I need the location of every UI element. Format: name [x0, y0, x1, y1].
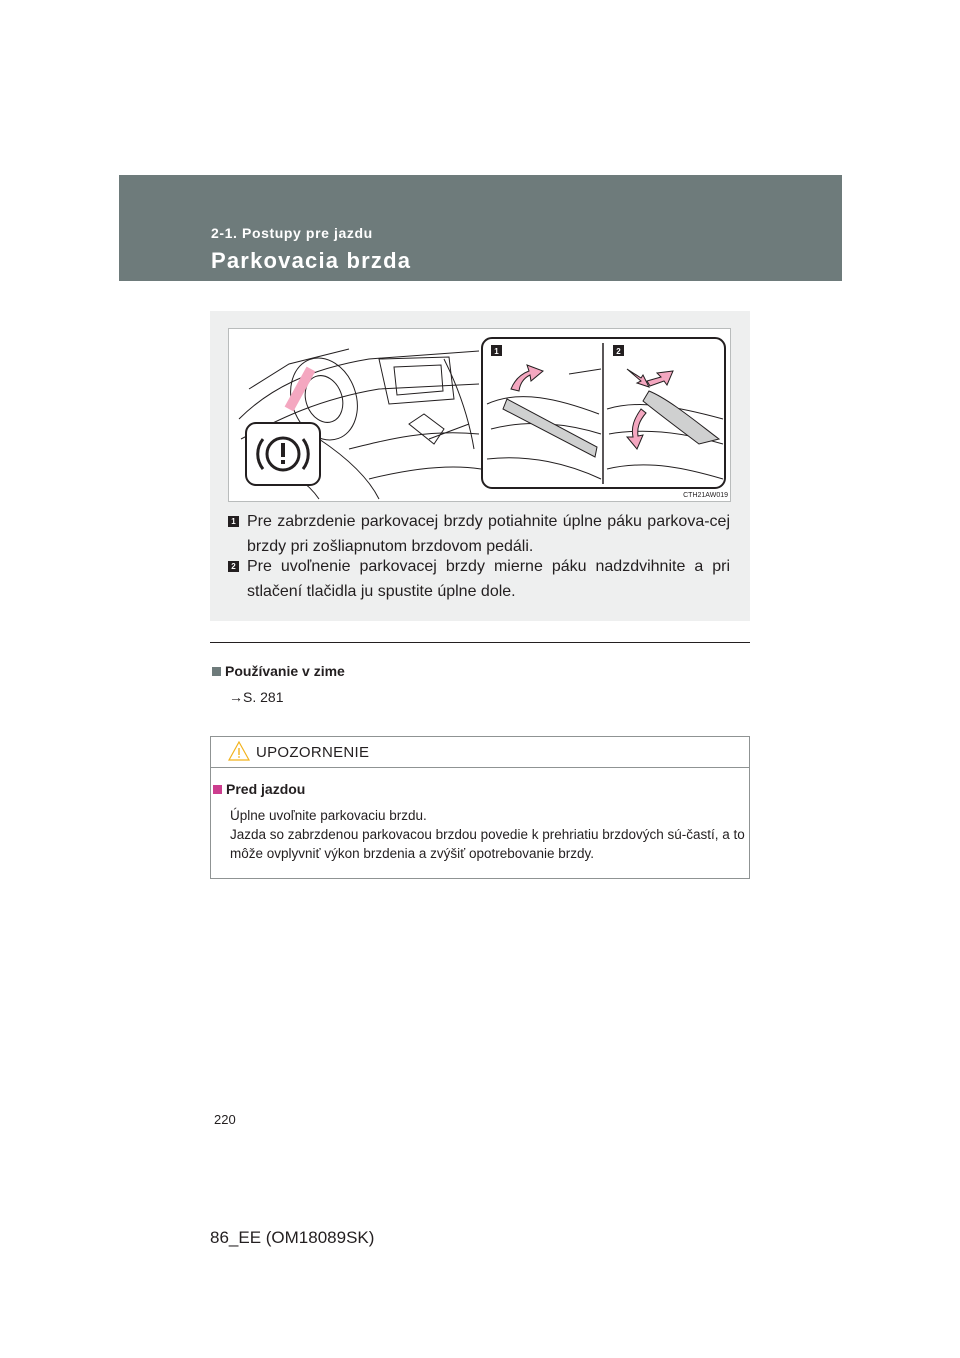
square-bullet-icon: [213, 785, 222, 794]
caution-subheading-text: Pred jazdou: [226, 781, 306, 797]
caution-title: UPOZORNENIE: [256, 744, 370, 761]
panel-1-label: 1: [494, 347, 499, 356]
warning-triangle-icon: [228, 741, 250, 761]
winter-heading-text: Používanie v zime: [225, 663, 345, 679]
page-header: [119, 175, 842, 281]
step-1-marker: 1: [228, 516, 239, 527]
caution-line: Úplne uvoľnite parkovaciu brzdu.: [230, 808, 427, 823]
winter-page-reference[interactable]: →S. 281: [229, 689, 284, 705]
figure-code: CTH21AW019: [683, 492, 728, 499]
illustration-drawing: [229, 329, 730, 501]
document-code: 86_EE (OM18089SK): [210, 1228, 375, 1247]
page-title: Parkovacia brzda: [211, 248, 412, 273]
square-bullet-icon: [212, 667, 221, 676]
caution-box: [210, 736, 750, 879]
section-divider: [210, 642, 750, 643]
caution-body: [230, 806, 746, 863]
step-1-text: Pre zabrzdenie parkovacej brzdy potiahnite úplne páku parkova-cej brzdy pri zošliapnutom brzdovom pedáli.: [247, 513, 730, 555]
step-2-text: Pre uvoľnenie parkovacej brzdy mierne páku nadzdvihnite a pri stlačení tlačidla ju spustite úplne dole.: [247, 558, 730, 600]
page-number: 220: [214, 1112, 236, 1127]
caution-line: Jazda so zabrzdenou parkovacou brzdou povedie k prehriatiu brzdových sú-častí, a to môže ovplyvniť výkon brzdenia a zvýšiť opotrebovanie brzdy.: [230, 827, 745, 861]
panel-2-label: 2: [616, 347, 621, 356]
caution-subheading: [213, 781, 305, 797]
step-2: [228, 554, 730, 604]
parking-brake-illustration: [228, 328, 731, 502]
caution-header: [211, 737, 749, 768]
winter-heading: [212, 663, 345, 679]
step-1: [228, 509, 730, 559]
figure-panel: [210, 311, 750, 621]
section-label: 2-1. Postupy pre jazdu: [211, 225, 373, 241]
step-2-marker: 2: [228, 561, 239, 572]
